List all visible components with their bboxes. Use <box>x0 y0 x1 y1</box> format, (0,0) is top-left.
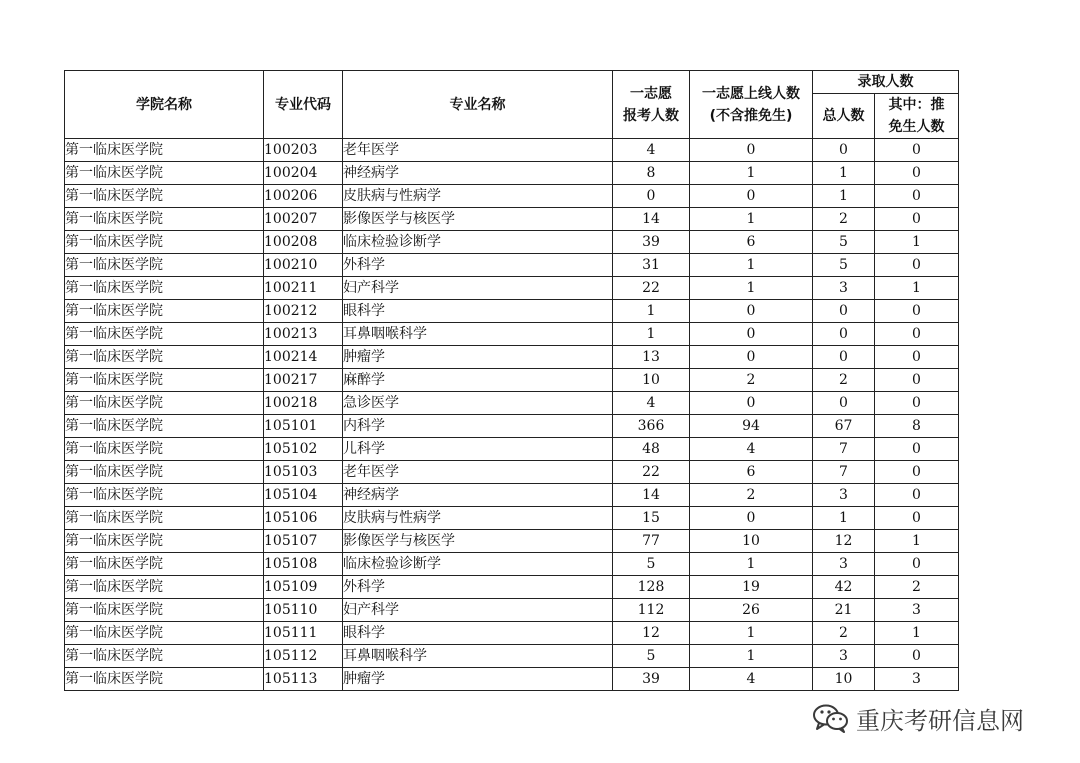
table-row <box>65 300 959 323</box>
cell-qualified: 0 <box>690 507 813 530</box>
cell-qualified: 0 <box>690 185 813 208</box>
cell-major: 儿科学 <box>343 438 613 461</box>
cell-exempt: 1 <box>875 622 959 645</box>
cell-code: 100207 <box>264 208 343 231</box>
cell-total: 12 <box>813 530 875 553</box>
table-row <box>65 231 959 254</box>
cell-major: 急诊医学 <box>343 392 613 415</box>
cell-code: 105107 <box>264 530 343 553</box>
cell-qualified: 0 <box>690 392 813 415</box>
cell-exempt: 0 <box>875 438 959 461</box>
table-row <box>65 576 959 599</box>
cell-total: 2 <box>813 208 875 231</box>
cell-qualified: 2 <box>690 369 813 392</box>
cell-college: 第一临床医学院 <box>65 507 264 530</box>
cell-qualified: 4 <box>690 668 813 691</box>
header-code: 专业代码 <box>264 71 343 139</box>
cell-code: 100211 <box>264 277 343 300</box>
cell-applicants: 22 <box>613 461 690 484</box>
cell-code: 105101 <box>264 415 343 438</box>
wechat-icon <box>812 703 850 733</box>
cell-major: 神经病学 <box>343 162 613 185</box>
cell-qualified: 1 <box>690 254 813 277</box>
cell-major: 影像医学与核医学 <box>343 208 613 231</box>
cell-college: 第一临床医学院 <box>65 185 264 208</box>
watermark-text: 重庆考研信息网 <box>856 706 1024 735</box>
cell-exempt: 0 <box>875 645 959 668</box>
cell-code: 100214 <box>264 346 343 369</box>
cell-total: 0 <box>813 323 875 346</box>
cell-total: 1 <box>813 507 875 530</box>
cell-code: 105106 <box>264 507 343 530</box>
cell-major: 麻醉学 <box>343 369 613 392</box>
cell-code: 105113 <box>264 668 343 691</box>
header-admitted: 录取人数 <box>813 71 959 94</box>
cell-exempt: 0 <box>875 162 959 185</box>
cell-college: 第一临床医学院 <box>65 415 264 438</box>
cell-college: 第一临床医学院 <box>65 369 264 392</box>
table-row <box>65 208 959 231</box>
header-applicants-line1: 一志愿 <box>630 85 672 102</box>
table-row <box>65 645 959 668</box>
cell-college: 第一临床医学院 <box>65 576 264 599</box>
cell-code: 100212 <box>264 300 343 323</box>
cell-qualified: 0 <box>690 323 813 346</box>
cell-qualified: 6 <box>690 231 813 254</box>
cell-college: 第一临床医学院 <box>65 461 264 484</box>
cell-applicants: 48 <box>613 438 690 461</box>
cell-major: 皮肤病与性病学 <box>343 185 613 208</box>
cell-exempt: 0 <box>875 392 959 415</box>
cell-exempt: 0 <box>875 185 959 208</box>
cell-college: 第一临床医学院 <box>65 645 264 668</box>
table-row <box>65 323 959 346</box>
admission-table <box>64 70 959 691</box>
cell-total: 5 <box>813 231 875 254</box>
cell-total: 0 <box>813 346 875 369</box>
cell-major: 妇产科学 <box>343 277 613 300</box>
cell-qualified: 1 <box>690 553 813 576</box>
cell-applicants: 1 <box>613 323 690 346</box>
table-body <box>65 139 959 691</box>
cell-exempt: 0 <box>875 369 959 392</box>
cell-exempt: 8 <box>875 415 959 438</box>
cell-college: 第一临床医学院 <box>65 438 264 461</box>
cell-exempt: 1 <box>875 530 959 553</box>
cell-major: 外科学 <box>343 254 613 277</box>
cell-total: 2 <box>813 369 875 392</box>
table-row <box>65 622 959 645</box>
cell-applicants: 112 <box>613 599 690 622</box>
cell-applicants: 13 <box>613 346 690 369</box>
table-row <box>65 346 959 369</box>
cell-college: 第一临床医学院 <box>65 530 264 553</box>
cell-qualified: 6 <box>690 461 813 484</box>
table-row <box>65 392 959 415</box>
cell-major: 皮肤病与性病学 <box>343 507 613 530</box>
cell-exempt: 3 <box>875 668 959 691</box>
header-qualified <box>690 71 813 139</box>
cell-college: 第一临床医学院 <box>65 208 264 231</box>
cell-code: 100204 <box>264 162 343 185</box>
cell-applicants: 366 <box>613 415 690 438</box>
table-row <box>65 530 959 553</box>
cell-exempt: 0 <box>875 346 959 369</box>
cell-code: 105110 <box>264 599 343 622</box>
cell-college: 第一临床医学院 <box>65 599 264 622</box>
cell-major: 耳鼻咽喉科学 <box>343 323 613 346</box>
cell-major: 临床检验诊断学 <box>343 231 613 254</box>
cell-exempt: 0 <box>875 553 959 576</box>
table-row <box>65 139 959 162</box>
cell-college: 第一临床医学院 <box>65 392 264 415</box>
cell-total: 0 <box>813 392 875 415</box>
cell-qualified: 1 <box>690 277 813 300</box>
table-row <box>65 599 959 622</box>
cell-code: 105109 <box>264 576 343 599</box>
cell-major: 临床检验诊断学 <box>343 553 613 576</box>
header-applicants <box>613 71 690 139</box>
cell-applicants: 14 <box>613 208 690 231</box>
cell-exempt: 3 <box>875 599 959 622</box>
cell-applicants: 12 <box>613 622 690 645</box>
cell-applicants: 14 <box>613 484 690 507</box>
cell-code: 105102 <box>264 438 343 461</box>
cell-major: 妇产科学 <box>343 599 613 622</box>
header-exempt <box>875 94 959 139</box>
cell-qualified: 0 <box>690 346 813 369</box>
cell-code: 105112 <box>264 645 343 668</box>
cell-qualified: 1 <box>690 645 813 668</box>
cell-exempt: 0 <box>875 323 959 346</box>
cell-qualified: 10 <box>690 530 813 553</box>
cell-applicants: 77 <box>613 530 690 553</box>
table-row <box>65 484 959 507</box>
cell-code: 100203 <box>264 139 343 162</box>
cell-applicants: 4 <box>613 139 690 162</box>
cell-major: 眼科学 <box>343 300 613 323</box>
cell-exempt: 0 <box>875 484 959 507</box>
cell-applicants: 15 <box>613 507 690 530</box>
cell-qualified: 19 <box>690 576 813 599</box>
cell-total: 0 <box>813 139 875 162</box>
cell-exempt: 0 <box>875 461 959 484</box>
cell-major: 眼科学 <box>343 622 613 645</box>
watermark <box>812 700 1024 736</box>
cell-total: 10 <box>813 668 875 691</box>
cell-applicants: 10 <box>613 369 690 392</box>
cell-total: 3 <box>813 277 875 300</box>
cell-total: 21 <box>813 599 875 622</box>
cell-applicants: 1 <box>613 300 690 323</box>
cell-qualified: 26 <box>690 599 813 622</box>
header-major: 专业名称 <box>343 71 613 139</box>
cell-exempt: 0 <box>875 254 959 277</box>
cell-major: 外科学 <box>343 576 613 599</box>
table-row <box>65 438 959 461</box>
cell-total: 3 <box>813 645 875 668</box>
table-row <box>65 185 959 208</box>
header-applicants-line2: 报考人数 <box>623 107 679 124</box>
header-college: 学院名称 <box>65 71 264 139</box>
cell-exempt: 0 <box>875 300 959 323</box>
cell-college: 第一临床医学院 <box>65 668 264 691</box>
cell-major: 老年医学 <box>343 139 613 162</box>
cell-college: 第一临床医学院 <box>65 162 264 185</box>
cell-total: 2 <box>813 622 875 645</box>
cell-applicants: 0 <box>613 185 690 208</box>
cell-applicants: 5 <box>613 553 690 576</box>
header-exempt-line1: 其中：推 <box>888 97 945 113</box>
cell-applicants: 128 <box>613 576 690 599</box>
cell-code: 105108 <box>264 553 343 576</box>
cell-applicants: 4 <box>613 392 690 415</box>
cell-code: 100206 <box>264 185 343 208</box>
cell-total: 1 <box>813 162 875 185</box>
cell-college: 第一临床医学院 <box>65 484 264 507</box>
cell-total: 1 <box>813 185 875 208</box>
cell-total: 42 <box>813 576 875 599</box>
cell-applicants: 31 <box>613 254 690 277</box>
cell-applicants: 8 <box>613 162 690 185</box>
cell-exempt: 1 <box>875 277 959 300</box>
cell-qualified: 1 <box>690 162 813 185</box>
cell-code: 105111 <box>264 622 343 645</box>
cell-college: 第一临床医学院 <box>65 323 264 346</box>
cell-major: 内科学 <box>343 415 613 438</box>
cell-college: 第一临床医学院 <box>65 231 264 254</box>
cell-college: 第一临床医学院 <box>65 622 264 645</box>
cell-total: 67 <box>813 415 875 438</box>
cell-applicants: 39 <box>613 668 690 691</box>
table-row <box>65 415 959 438</box>
cell-qualified: 94 <box>690 415 813 438</box>
cell-total: 7 <box>813 438 875 461</box>
cell-qualified: 0 <box>690 300 813 323</box>
cell-code: 100210 <box>264 254 343 277</box>
cell-major: 老年医学 <box>343 461 613 484</box>
cell-college: 第一临床医学院 <box>65 139 264 162</box>
cell-qualified: 1 <box>690 622 813 645</box>
cell-total: 3 <box>813 484 875 507</box>
cell-college: 第一临床医学院 <box>65 254 264 277</box>
cell-applicants: 39 <box>613 231 690 254</box>
table-row <box>65 369 959 392</box>
cell-exempt: 0 <box>875 139 959 162</box>
cell-code: 100213 <box>264 323 343 346</box>
cell-college: 第一临床医学院 <box>65 553 264 576</box>
table-row <box>65 254 959 277</box>
cell-qualified: 0 <box>690 139 813 162</box>
cell-code: 105104 <box>264 484 343 507</box>
cell-code: 100208 <box>264 231 343 254</box>
header-total: 总人数 <box>813 94 875 139</box>
cell-college: 第一临床医学院 <box>65 346 264 369</box>
cell-major: 神经病学 <box>343 484 613 507</box>
cell-exempt: 0 <box>875 507 959 530</box>
table-row <box>65 553 959 576</box>
cell-qualified: 4 <box>690 438 813 461</box>
cell-total: 5 <box>813 254 875 277</box>
cell-qualified: 2 <box>690 484 813 507</box>
cell-total: 3 <box>813 553 875 576</box>
table-row <box>65 507 959 530</box>
cell-applicants: 22 <box>613 277 690 300</box>
cell-qualified: 1 <box>690 208 813 231</box>
cell-exempt: 1 <box>875 231 959 254</box>
cell-major: 肿瘤学 <box>343 346 613 369</box>
cell-total: 0 <box>813 300 875 323</box>
cell-major: 肿瘤学 <box>343 668 613 691</box>
cell-college: 第一临床医学院 <box>65 300 264 323</box>
header-qualified-line1: 一志愿上线人数 <box>702 85 800 102</box>
header-exempt-line2: 免生人数 <box>888 119 945 135</box>
table-row <box>65 162 959 185</box>
cell-code: 105103 <box>264 461 343 484</box>
cell-code: 100218 <box>264 392 343 415</box>
table-row <box>65 668 959 691</box>
cell-applicants: 5 <box>613 645 690 668</box>
cell-exempt: 0 <box>875 208 959 231</box>
table-row <box>65 277 959 300</box>
cell-total: 7 <box>813 461 875 484</box>
table-row <box>65 461 959 484</box>
header-qualified-line2: (不含推免生) <box>709 107 793 124</box>
cell-major: 耳鼻咽喉科学 <box>343 645 613 668</box>
cell-exempt: 2 <box>875 576 959 599</box>
cell-code: 100217 <box>264 369 343 392</box>
cell-major: 影像医学与核医学 <box>343 530 613 553</box>
cell-college: 第一临床医学院 <box>65 277 264 300</box>
